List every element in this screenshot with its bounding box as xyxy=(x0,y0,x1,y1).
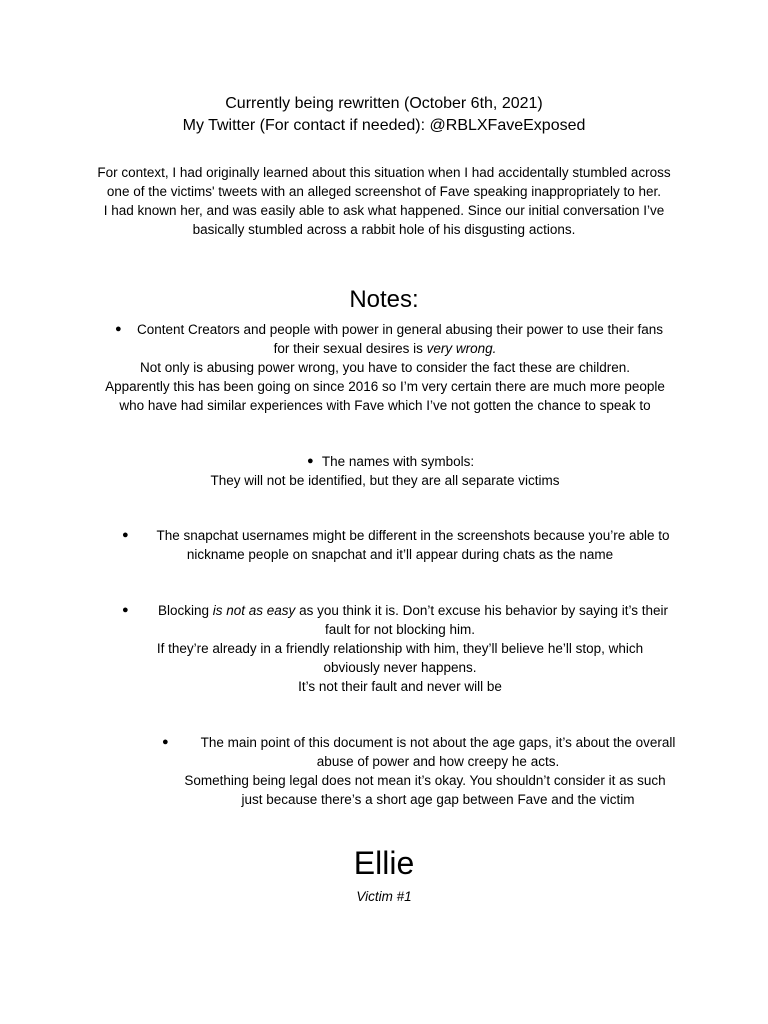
rewrite-notice: Currently being rewritten (October 6th, 2021) xyxy=(225,95,543,112)
note-line: The names with symbols: xyxy=(321,454,475,469)
note-line: Not only is abusing power wrong, you have to consider the fact these are children. xyxy=(139,360,631,375)
note-line: Something being legal does not mean it’s okay. You shouldn’t consider it as such xyxy=(184,773,666,788)
note-item xyxy=(160,733,690,809)
note-line: It’s not their fault and never will be xyxy=(298,679,502,694)
context-line: one of the victims' tweets with an alleged screenshot of Fave speaking inappropriately to her. xyxy=(106,184,662,199)
note-line: for their sexual desires is very wrong. xyxy=(273,341,497,356)
note-line: Content Creators and people with power in general abusing their power to use their fans xyxy=(136,322,664,337)
note-line: obviously never happens. xyxy=(323,660,477,675)
section-subtitle: Victim #1 xyxy=(356,889,412,904)
note-line: Blocking is not as easy as you think it is. Don’t excuse his behavior by saying it’s their xyxy=(157,603,668,618)
bullet-icon: ● xyxy=(122,604,129,616)
note-item xyxy=(80,320,690,415)
context-line: basically stumbled across a rabbit hole of his disgusting actions. xyxy=(192,222,576,237)
bullet-icon: ● xyxy=(115,323,122,335)
bullet-icon: ● xyxy=(307,455,314,467)
twitter-contact: My Twitter (For contact if needed): @RBLXFaveExposed xyxy=(182,117,586,134)
note-item xyxy=(120,526,680,564)
note-line: The main point of this document is not about the age gaps, it’s about the overall xyxy=(200,735,676,750)
context-line: For context, I had originally learned about this situation when I had accidentally stumbled across xyxy=(97,165,671,180)
note-line: The snapchat usernames might be different in the screenshots because you’re able to xyxy=(156,528,670,543)
document-header xyxy=(0,93,768,137)
note-item xyxy=(180,452,590,490)
bullet-icon: ● xyxy=(122,529,129,541)
note-line: If they’re already in a friendly relationship with him, they’ll believe he’ll stop, which xyxy=(156,641,644,656)
context-line: I had known her, and was easily able to ask what happened. Since our initial conversation I’ve xyxy=(103,203,665,218)
bullet-icon: ● xyxy=(162,736,169,748)
note-line: just because there’s a short age gap between Fave and the victim xyxy=(241,792,635,807)
section-title: Ellie xyxy=(353,845,415,881)
note-item xyxy=(120,601,680,696)
note-line: who have had similar experiences with Fave which I’ve not gotten the chance to speak to xyxy=(119,398,651,413)
note-line: fault for not blocking him. xyxy=(324,622,476,637)
note-line: Apparently this has been going on since 2016 so I’m very certain there are much more people xyxy=(105,379,665,394)
note-line: nickname people on snapchat and it’ll appear during chats as the name xyxy=(186,547,614,562)
note-line: They will not be identified, but they are all separate victims xyxy=(210,473,560,488)
context-paragraph xyxy=(0,163,768,239)
notes-heading: Notes: xyxy=(349,286,419,313)
note-line: abuse of power and how creepy he acts. xyxy=(316,754,560,769)
emphasis-text: is not as easy xyxy=(212,603,296,618)
emphasis-text: very wrong. xyxy=(426,341,497,356)
